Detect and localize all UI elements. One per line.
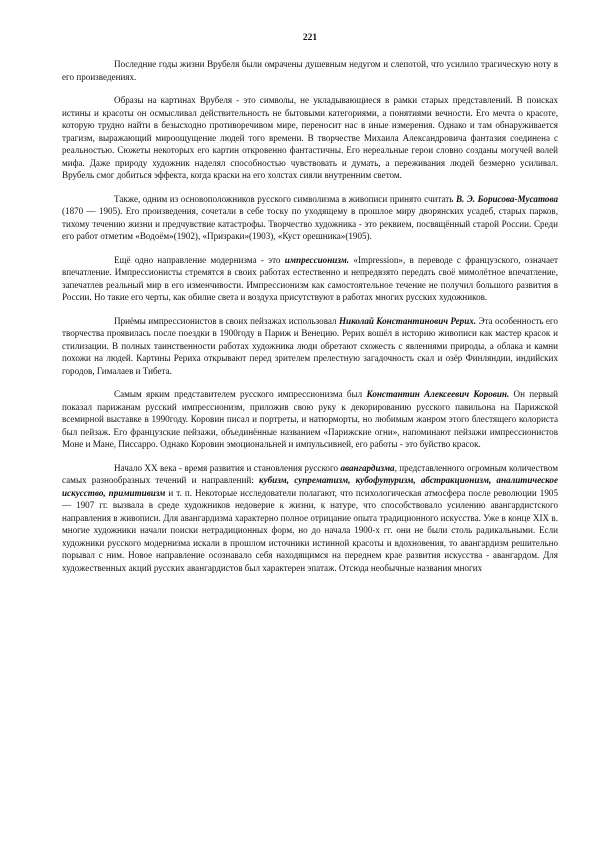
- paragraph-text: , представленного огромным количеством самых разнообразных течений и направлений:: [62, 462, 559, 485]
- emphasized-term-list: кубизм, супрематизм, кубофутуризм, абстракционизм, аналитическое искусство, примитивизм: [62, 475, 558, 498]
- paragraph-vrubel-images: [62, 94, 558, 182]
- paragraph-text: (1870 — 1905). Его произведения, сочетали в себе тоску по уходящему в прошлое миру дворянских усадеб, старых парков, тихому течению жизни и предчувствие катастрофы. Творчество художника - это реквием, посвящённый старой России. Среди его работ отметим «Водоём»(1902), «Призраки»(1903), «Куст орешника»(1905).: [62, 206, 558, 241]
- paragraph-avant-garde: [62, 462, 558, 575]
- emphasized-name: Николай Константинович Рерих.: [338, 315, 477, 326]
- paragraph-text: Самым ярким представителем русского импрессионизма был: [114, 389, 367, 399]
- paragraph-text: Последние годы жизни Врубеля были омрачены душевным недугом и слепотой, что усилило трагическую ноту в его произведениях.: [62, 59, 558, 82]
- paragraph-text: «Impression», в переводе с французского, означает впечатление. Импрессионисты стремятся в своих работах естественно и непредвзято передать своё мимолётное впечатление, запечатлев реальный мир в его изменчивости. Импрессионизм как самостоятельное течение не получил большого развития в России. Но такие его черты, как обилие света и воздуха присутствуют в работах многих русских художников.: [62, 254, 558, 302]
- paragraph-text: Начало XX века - время развития и становления русского: [114, 462, 341, 473]
- paragraph-roerich: [62, 315, 558, 378]
- paragraph-text: Ещё одно направление модернизма - это: [114, 254, 285, 265]
- paragraph-text: Образы на картинах Врубеля - это символы, не укладывающиеся в рамки старых представлений. В поисках истины и красоты он осмысливал действительность не бытовыми категориями, а понятиями вечности. Его мечта о красоте, которую трудно найти в безысходно противоречивом мире, переносит нас в иные измерения. Однако и там обнаруживается трагизм, выражающий мироощущение людей того времени. В творчестве Михаила Александровича фантазия соединена с реальностью. Сюжеты некоторых его картин откровенно фантастичны. Его нереальные герои словно созданы могучей волей мифа. Даже природу художник наделял способностью чувствовать и думать, а переживания людей безмерно усиливал. Врубель смог добиться эффекта, когда краски на его холстах сияли внутренним светом.: [62, 95, 558, 180]
- paragraph-text: Также, одним из основоположников русского символизма в живописи принято считать: [114, 193, 456, 204]
- paragraph-borisov-musatov: [62, 193, 558, 243]
- paragraph-text: Приёмы импрессионистов в своих пейзажах использовал: [114, 315, 339, 326]
- paragraph-text: Он первый показал парижанам русский импрессионизм, приложив свою руку к декорированию русского павильона на Парижской всемирной выставке в 1990году. Коровин писал и портреты, и натюрморты, но любимым жанром этого блестящего колориста был пейзаж. Его французские пейзажи, объединённые названием «Парижские огни», напоминают пейзажи импрессионистов Моне и Мане, Писсарро. Однако Коровин эмоциональней и импульсивней, его работы - это буйство красок.: [62, 389, 559, 449]
- paragraph-vrubel-illness: [62, 58, 558, 83]
- paragraph-text: Эта особенность его творчества проявилась после поездки в 1900году в Париж и Венецию. Рерих вошёл в историю живописи как мастер красок и стилизации. В полных таинственности работах художника люди обретают схожесть с явлениями природы, а облака и камни похожи на людей. Картины Рериха открывают перед зрителем прелестную загадочность скал и озёр Финляндии, индийских городов, Гималаев и Тибета.: [62, 315, 558, 376]
- paragraph-impressionism: [62, 254, 558, 304]
- emphasized-name: В. Э. Борисова-Мусатова: [455, 193, 558, 204]
- emphasized-name: Константин Алексеевич Коровин.: [366, 389, 510, 399]
- page-number: 221: [302, 33, 318, 43]
- emphasized-term: авангардизма: [340, 462, 395, 473]
- paragraph-text: и т. п. Некоторые исследователи полагают, что психологическая атмосфера после революции 1905 — 1907 гг. вызвала в среде художников недоверие к жизни, к натуре, что способствовало усилению авангардистского направления в живописи. Для авангардизма характерно полное отрицание опыта традиционного искусства. Уже в конце XIX в. многие художники начали поиски нетрадиционных форм, но до начала 1900-х гг. они не были столь радикальными. Если художники русского модернизма искали в прошлом источники истинной красоты и вдохновения, то авангардизм решительно порывал с ним. Новое направление осознавало себя находящимся на переднем крае развития искусства - авангардом. Для художественных акций русских авангардистов был характерен эпатаж. Отсюда необычные названия многих: [62, 487, 558, 573]
- paragraph-korovin: [62, 388, 558, 451]
- emphasized-term: импрессионизм.: [284, 254, 350, 265]
